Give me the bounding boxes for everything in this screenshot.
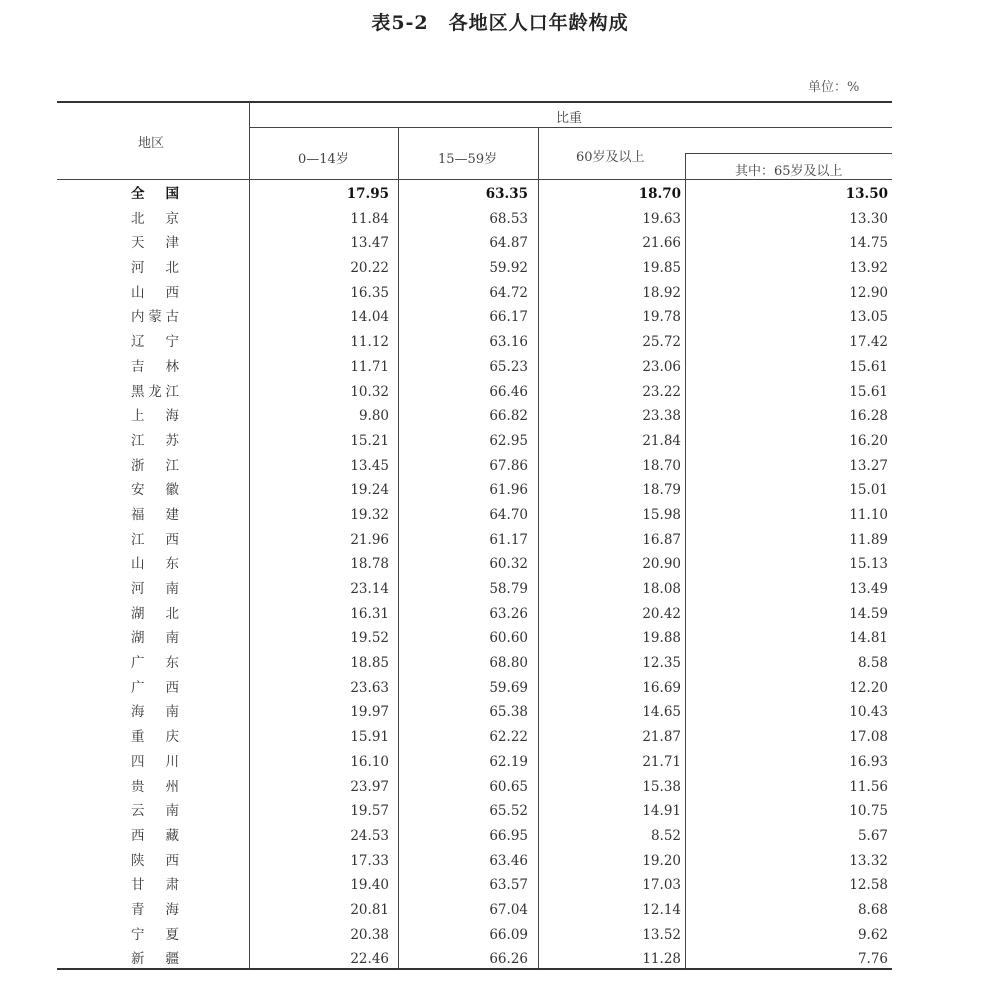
- region-cell: 辽宁: [131, 334, 179, 351]
- value-15-59-cell: 66.17: [489, 309, 528, 326]
- value-0-14-cell: 11.71: [350, 358, 389, 375]
- value-15-59-cell: 64.70: [489, 506, 528, 523]
- value-15-59-cell: 65.23: [489, 358, 528, 375]
- value-60-plus-cell: 21.71: [642, 753, 681, 770]
- table-row: [57, 231, 892, 256]
- value-65-plus-cell: 13.32: [849, 852, 888, 869]
- value-0-14-cell: 17.33: [350, 852, 389, 869]
- value-0-14-cell: 23.97: [350, 778, 389, 795]
- value-65-plus-cell: 13.49: [849, 581, 888, 597]
- value-60-plus-cell: 18.79: [642, 482, 681, 499]
- value-0-14-cell: 19.32: [350, 506, 389, 523]
- region-cell: 海南: [131, 704, 179, 721]
- value-65-plus-cell: 14.75: [849, 235, 888, 252]
- value-15-59-cell: 66.26: [489, 951, 528, 968]
- region-cell: 甘肃: [131, 877, 179, 894]
- value-60-plus-cell: 21.87: [642, 729, 681, 746]
- region-cell: 全国: [131, 186, 179, 202]
- header-col1: 0—14岁: [298, 152, 349, 167]
- table-row: [57, 947, 892, 972]
- header-col2: 15—59岁: [438, 152, 498, 167]
- table-row: [57, 898, 892, 923]
- table-row: [57, 207, 892, 232]
- value-60-plus-cell: 18.08: [642, 581, 681, 597]
- value-65-plus-cell: 16.20: [849, 432, 888, 449]
- value-65-plus-cell: 15.01: [849, 482, 888, 499]
- value-0-14-cell: 19.52: [350, 630, 389, 647]
- region-cell: 浙江: [131, 457, 179, 474]
- value-15-59-cell: 67.04: [489, 901, 528, 918]
- value-0-14-cell: 19.97: [350, 704, 389, 721]
- value-15-59-cell: 60.32: [489, 556, 528, 573]
- table-row: [57, 528, 892, 553]
- value-15-59-cell: 64.72: [489, 284, 528, 301]
- value-65-plus-cell: 13.50: [845, 186, 888, 202]
- table-row: [57, 503, 892, 528]
- value-0-14-cell: 20.22: [350, 260, 389, 277]
- value-15-59-cell: 59.69: [489, 679, 528, 696]
- value-15-59-cell: 66.82: [489, 408, 528, 425]
- table-row: [57, 281, 892, 306]
- value-65-plus-cell: 17.42: [849, 334, 888, 351]
- table-row: [57, 700, 892, 725]
- region-cell: 宁夏: [131, 926, 179, 943]
- value-0-14-cell: 23.63: [350, 679, 389, 696]
- value-60-plus-cell: 23.06: [642, 358, 681, 375]
- value-65-plus-cell: 10.75: [849, 803, 888, 820]
- region-cell: 广西: [131, 679, 179, 696]
- value-60-plus-cell: 21.84: [642, 432, 681, 449]
- table-body: [57, 182, 892, 972]
- region-cell: 黑龙江: [131, 383, 179, 400]
- value-0-14-cell: 16.35: [350, 284, 389, 301]
- table-top-rule: [57, 101, 892, 103]
- table-row: [57, 355, 892, 380]
- value-60-plus-cell: 15.38: [642, 778, 681, 795]
- value-0-14-cell: 13.45: [350, 457, 389, 474]
- value-60-plus-cell: 15.98: [642, 506, 681, 523]
- region-cell: 贵州: [131, 778, 179, 795]
- value-15-59-cell: 60.60: [489, 630, 528, 647]
- region-cell: 安徽: [131, 482, 179, 499]
- region-cell: 江西: [131, 531, 179, 548]
- value-0-14-cell: 16.31: [350, 605, 389, 622]
- region-cell: 云南: [131, 803, 179, 820]
- value-15-59-cell: 59.92: [489, 260, 528, 277]
- value-15-59-cell: 63.16: [489, 334, 528, 351]
- value-60-plus-cell: 14.65: [642, 704, 681, 721]
- value-60-plus-cell: 19.78: [642, 309, 681, 326]
- value-0-14-cell: 18.85: [350, 655, 389, 672]
- value-0-14-cell: 9.80: [358, 408, 389, 425]
- value-15-59-cell: 60.65: [489, 778, 528, 795]
- value-65-plus-cell: 8.68: [857, 901, 888, 918]
- value-0-14-cell: 16.10: [350, 753, 389, 770]
- page-title: 表5-2 各地区人口年龄构成: [371, 12, 629, 34]
- table-row: [57, 454, 892, 479]
- value-15-59-cell: 66.46: [489, 383, 528, 400]
- value-65-plus-cell: 13.05: [849, 309, 888, 326]
- table-row: [57, 775, 892, 800]
- table-row: [57, 725, 892, 750]
- table-row: [57, 873, 892, 898]
- value-0-14-cell: 20.81: [350, 901, 389, 918]
- value-60-plus-cell: 8.52: [650, 827, 681, 844]
- region-cell: 天津: [131, 235, 179, 252]
- value-60-plus-cell: 20.42: [642, 605, 681, 622]
- table-row: [57, 404, 892, 429]
- value-65-plus-cell: 13.27: [849, 457, 888, 474]
- region-cell: 上海: [131, 408, 179, 425]
- unit-label: 单位：%: [808, 80, 860, 95]
- value-0-14-cell: 18.78: [350, 556, 389, 573]
- value-65-plus-cell: 16.93: [849, 753, 888, 770]
- value-65-plus-cell: 12.90: [849, 284, 888, 301]
- table-row: [57, 750, 892, 775]
- value-15-59-cell: 63.26: [489, 605, 528, 622]
- value-0-14-cell: 19.24: [350, 482, 389, 499]
- table-row: [57, 182, 892, 207]
- value-0-14-cell: 24.53: [350, 827, 389, 844]
- value-0-14-cell: 15.21: [350, 432, 389, 449]
- region-cell: 山西: [131, 284, 179, 301]
- value-0-14-cell: 23.14: [350, 581, 389, 597]
- region-cell: 新疆: [131, 951, 179, 968]
- table-row: [57, 380, 892, 405]
- table-header-rule: [57, 179, 892, 180]
- value-0-14-cell: 13.47: [350, 235, 389, 252]
- value-65-plus-cell: 16.28: [849, 408, 888, 425]
- region-cell: 湖北: [131, 605, 179, 622]
- region-cell: 广东: [131, 655, 179, 672]
- value-15-59-cell: 63.46: [489, 852, 528, 869]
- value-15-59-cell: 65.38: [489, 704, 528, 721]
- table-row: [57, 799, 892, 824]
- header-region: 地区: [138, 136, 165, 151]
- value-60-plus-cell: 25.72: [642, 334, 681, 351]
- value-15-59-cell: 63.35: [485, 186, 528, 202]
- region-cell: 西藏: [131, 827, 179, 844]
- value-65-plus-cell: 7.76: [857, 951, 888, 968]
- value-65-plus-cell: 14.59: [849, 605, 888, 622]
- value-65-plus-cell: 9.62: [857, 926, 888, 943]
- value-0-14-cell: 22.46: [350, 951, 389, 968]
- value-60-plus-cell: 16.87: [642, 531, 681, 548]
- region-cell: 湖南: [131, 630, 179, 647]
- region-cell: 河南: [131, 581, 179, 597]
- value-65-plus-cell: 12.20: [849, 679, 888, 696]
- value-65-plus-cell: 11.10: [849, 506, 888, 523]
- region-cell: 福建: [131, 506, 179, 523]
- value-65-plus-cell: 13.92: [849, 260, 888, 277]
- value-15-59-cell: 65.52: [489, 803, 528, 820]
- table-row: [57, 849, 892, 874]
- value-60-plus-cell: 16.69: [642, 679, 681, 696]
- value-0-14-cell: 17.95: [346, 186, 389, 202]
- region-cell: 吉林: [131, 358, 179, 375]
- value-15-59-cell: 67.86: [489, 457, 528, 474]
- value-60-plus-cell: 20.90: [642, 556, 681, 573]
- value-15-59-cell: 66.09: [489, 926, 528, 943]
- value-60-plus-cell: 13.52: [642, 926, 681, 943]
- value-15-59-cell: 64.87: [489, 235, 528, 252]
- value-15-59-cell: 62.22: [489, 729, 528, 746]
- region-cell: 山东: [131, 556, 179, 573]
- table-row: [57, 676, 892, 701]
- region-cell: 重庆: [131, 729, 179, 746]
- value-60-plus-cell: 11.28: [642, 951, 681, 968]
- table-row: [57, 651, 892, 676]
- table-row: [57, 626, 892, 651]
- region-cell: 青海: [131, 901, 179, 918]
- value-65-plus-cell: 8.58: [857, 655, 888, 672]
- value-15-59-cell: 62.19: [489, 753, 528, 770]
- header-col4: 其中：65岁及以上: [735, 164, 843, 179]
- value-15-59-cell: 58.79: [489, 581, 528, 597]
- value-60-plus-cell: 18.70: [638, 186, 681, 202]
- value-65-plus-cell: 14.81: [849, 630, 888, 647]
- table-row: [57, 577, 892, 602]
- value-65-plus-cell: 15.61: [849, 358, 888, 375]
- value-15-59-cell: 63.57: [489, 877, 528, 894]
- value-65-plus-cell: 17.08: [849, 729, 888, 746]
- region-cell: 河北: [131, 260, 179, 277]
- subheader-rule: [685, 153, 892, 154]
- value-60-plus-cell: 14.91: [642, 803, 681, 820]
- value-60-plus-cell: 19.85: [642, 260, 681, 277]
- value-0-14-cell: 10.32: [350, 383, 389, 400]
- value-65-plus-cell: 10.43: [849, 704, 888, 721]
- value-0-14-cell: 19.40: [350, 877, 389, 894]
- value-65-plus-cell: 11.89: [849, 531, 888, 548]
- value-65-plus-cell: 15.61: [849, 383, 888, 400]
- table-row: [57, 602, 892, 627]
- value-60-plus-cell: 18.70: [642, 457, 681, 474]
- table-row: [57, 256, 892, 281]
- value-0-14-cell: 19.57: [350, 803, 389, 820]
- value-15-59-cell: 68.53: [489, 210, 528, 227]
- value-65-plus-cell: 13.30: [849, 210, 888, 227]
- value-15-59-cell: 61.96: [489, 482, 528, 499]
- table-row: [57, 478, 892, 503]
- header-col3: 60岁及以上: [576, 150, 645, 165]
- region-cell: 江苏: [131, 432, 179, 449]
- value-60-plus-cell: 19.63: [642, 210, 681, 227]
- value-65-plus-cell: 15.13: [849, 556, 888, 573]
- value-0-14-cell: 21.96: [350, 531, 389, 548]
- table-row: [57, 305, 892, 330]
- value-60-plus-cell: 19.20: [642, 852, 681, 869]
- value-65-plus-cell: 11.56: [849, 778, 888, 795]
- value-65-plus-cell: 12.58: [849, 877, 888, 894]
- value-60-plus-cell: 12.35: [642, 655, 681, 672]
- value-15-59-cell: 68.80: [489, 655, 528, 672]
- table-row: [57, 552, 892, 577]
- header-group: 比重: [556, 111, 583, 126]
- table-row: [57, 429, 892, 454]
- group-header-rule: [249, 127, 892, 128]
- value-60-plus-cell: 17.03: [642, 877, 681, 894]
- value-60-plus-cell: 19.88: [642, 630, 681, 647]
- region-cell: 陕西: [131, 852, 179, 869]
- region-cell: 内蒙古: [131, 309, 179, 326]
- region-cell: 四川: [131, 753, 179, 770]
- value-0-14-cell: 20.38: [350, 926, 389, 943]
- value-65-plus-cell: 5.67: [857, 827, 888, 844]
- value-0-14-cell: 11.84: [350, 210, 389, 227]
- table-row: [57, 923, 892, 948]
- value-15-59-cell: 61.17: [489, 531, 528, 548]
- value-15-59-cell: 66.95: [489, 827, 528, 844]
- value-60-plus-cell: 23.38: [642, 408, 681, 425]
- value-60-plus-cell: 23.22: [642, 383, 681, 400]
- value-0-14-cell: 15.91: [350, 729, 389, 746]
- value-60-plus-cell: 12.14: [642, 901, 681, 918]
- value-60-plus-cell: 18.92: [642, 284, 681, 301]
- value-15-59-cell: 62.95: [489, 432, 528, 449]
- value-60-plus-cell: 21.66: [642, 235, 681, 252]
- value-0-14-cell: 11.12: [350, 334, 389, 351]
- value-0-14-cell: 14.04: [350, 309, 389, 326]
- table-row: [57, 824, 892, 849]
- table-row: [57, 330, 892, 355]
- region-cell: 北京: [131, 210, 179, 227]
